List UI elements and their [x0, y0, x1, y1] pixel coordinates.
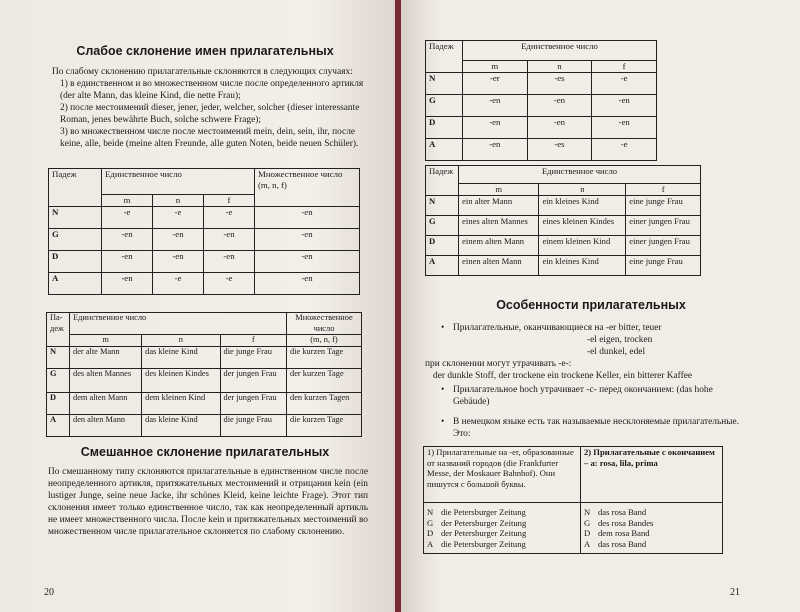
example-cell: der Petersburger Zeitung — [441, 517, 527, 528]
bullet-line-2: -el eigen, trocken — [587, 335, 653, 345]
case-cell: G — [427, 517, 434, 528]
gender-header: m — [459, 184, 539, 196]
gender-header: n — [152, 195, 203, 207]
example-cell: der jungen Frau — [220, 368, 287, 392]
table-header: Множественное число (m, n, f) — [255, 169, 360, 207]
table-header: Единственное число — [102, 169, 255, 195]
ending-cell: -en — [592, 116, 657, 138]
case-cell: D — [426, 235, 459, 255]
weak-declension-title: Слабое склонение имен прилагательных — [76, 44, 334, 58]
table-header: Падеж — [426, 166, 459, 196]
table-header: Единственное число — [463, 41, 657, 61]
case-cell: G — [426, 215, 459, 235]
ending-cell: -er — [463, 72, 528, 94]
example-cell: eines alten Mannes — [459, 215, 539, 235]
gender-header: m — [102, 195, 153, 207]
table-row — [49, 206, 360, 228]
example-cell: das kleine Kind — [142, 414, 220, 436]
gender-header: f — [592, 61, 657, 73]
gender-header: n — [142, 335, 220, 347]
ending-cell: -en — [463, 94, 528, 116]
case-cell: G — [584, 517, 591, 528]
table-row — [49, 228, 360, 250]
ending-cell: -en — [255, 272, 360, 294]
example-cell: einen alten Mann — [459, 255, 539, 275]
bullet-text: В немецком языке есть так называемые несклоняемые прилагательные. Это: — [453, 417, 740, 439]
left-page — [0, 0, 395, 612]
table-row — [47, 346, 362, 368]
bullet-icon: • — [441, 417, 445, 427]
mixed-examples-table — [425, 165, 701, 276]
weak-case-2: 2) после местоимений dieser, jener, jeder, welcher, solcher (dieser interessante Roman, jenes bewährte Buch, solche schwere Frage); — [60, 103, 360, 125]
table-header: 2) Прилагательные с окончанием – а: rosa, lila, prima — [581, 447, 723, 503]
right-page — [401, 0, 800, 612]
gender-header: n — [539, 184, 626, 196]
ending-cell: -en — [203, 250, 254, 272]
bullet-text: Прилагательные, оканчивающиеся на -er bitter, teuer — [453, 323, 662, 333]
ending-cell: -e — [102, 206, 153, 228]
example-cell: des rosa Bandes — [598, 517, 654, 528]
example-cell: das kleine Kind — [142, 346, 220, 368]
ending-cell: -e — [592, 72, 657, 94]
ending-cell: -en — [463, 138, 528, 160]
table-row — [426, 72, 657, 94]
table-row — [47, 392, 362, 414]
ending-cell: -e — [152, 206, 203, 228]
example-cell: das rosa Band — [598, 538, 647, 549]
ending-cell: -en — [255, 206, 360, 228]
ending-cell: -en — [102, 228, 153, 250]
table-row — [426, 195, 701, 215]
bullet-tail: при склонении могут утрачивать -е-: — [425, 359, 572, 369]
ending-cell: -es — [527, 72, 592, 94]
weak-endings-table — [48, 168, 360, 295]
ending-cell: -en — [203, 228, 254, 250]
table-row — [426, 215, 701, 235]
page-number: 20 — [44, 587, 54, 598]
table-header: Падеж — [426, 41, 463, 73]
features-title: Особенности прилагательных — [496, 298, 686, 312]
bullet-text: Прилагательное hoch утрачивает -c- перед окончанием: (das hohe Gebäude) — [453, 385, 713, 407]
table-row — [426, 94, 657, 116]
ending-cell: -e — [203, 272, 254, 294]
ending-cell: -en — [152, 228, 203, 250]
case-cell: N — [584, 507, 591, 517]
example-cell: einer jungen Frau — [626, 215, 701, 235]
indeclinable-table — [423, 446, 723, 554]
case-cell: G — [47, 368, 70, 392]
table-row — [49, 272, 360, 294]
case-cell: N — [426, 72, 463, 94]
example-cell: eine junge Frau — [626, 255, 701, 275]
case-cell: N — [47, 346, 70, 368]
case-cell: N — [426, 195, 459, 215]
table-header: 1) Прилагательные на -er, образованные от названий городов (die Frankfurter Messe, der Moskauer Bahnhof). Они пишутся с большой буквы. — [424, 447, 581, 503]
case-cell: G — [426, 94, 463, 116]
mixed-endings-table — [425, 40, 657, 161]
case-cell: D — [49, 250, 102, 272]
bullet-line-3: -el dunkel, edel — [587, 347, 646, 357]
case-cell: D — [426, 116, 463, 138]
table-row — [424, 503, 723, 554]
ending-cell: -es — [527, 138, 592, 160]
table-row — [426, 116, 657, 138]
plural-genders: (m, n, f) — [287, 335, 362, 347]
ending-cell: -en — [463, 116, 528, 138]
bullet-icon: • — [441, 323, 445, 333]
weak-case-3: 3) во множественном числе после местоимений mein, dein, sein, ihr, после keine, alle, beide (meine alten Freunde, alle guten Noten, beide neuen Schüler). — [60, 127, 359, 149]
case-cell: A — [47, 414, 70, 436]
gender-header: m — [70, 335, 142, 347]
example-cell: des kleinen Kindes — [142, 368, 220, 392]
example-cell: ein kleines Kind — [539, 195, 626, 215]
table-row — [426, 235, 701, 255]
weak-case-1: 1) в единственном и во множественном числе после определенного артикля (der alte Mann, das kleine Kind, die nette Frau); — [60, 79, 364, 101]
gender-header: f — [220, 335, 287, 347]
ending-cell: -en — [102, 272, 153, 294]
example-cell: der alte Mann — [70, 346, 142, 368]
example-cell: der kurzen Tage — [287, 368, 362, 392]
ending-cell: -en — [255, 228, 360, 250]
example-cell: das rosa Band — [598, 507, 647, 517]
table-header: Единственное число — [70, 313, 287, 335]
example-cell: eines kleinen Kindes — [539, 215, 626, 235]
table-row — [47, 414, 362, 436]
ending-cell: -e — [152, 272, 203, 294]
example-cell: dem alten Mann — [70, 392, 142, 414]
example-cell: die kurzen Tage — [287, 414, 362, 436]
gender-header: m — [463, 61, 528, 73]
table-header: Падеж — [49, 169, 102, 207]
example-cell: des alten Mannes — [70, 368, 142, 392]
ending-cell: -en — [592, 94, 657, 116]
example-cell: dem kleinen Kind — [142, 392, 220, 414]
example-cell: die Petersburger Zeitung — [441, 507, 526, 517]
case-cell: D — [427, 528, 434, 538]
case-cell: A — [426, 138, 463, 160]
case-cell: N — [49, 206, 102, 228]
table-header: Множественное число — [287, 313, 362, 335]
table-row — [49, 250, 360, 272]
bullet-icon: • — [441, 385, 445, 395]
bullet-indeclinable — [441, 416, 753, 440]
example-cell: der Petersburger Zeitung — [441, 528, 527, 538]
ending-cell: -en — [152, 250, 203, 272]
ending-cell: -en — [527, 94, 592, 116]
example-cell: einem kleinen Kind — [539, 235, 626, 255]
case-cell: A — [49, 272, 102, 294]
mixed-declension-title: Смешанное склонение прилагательных — [80, 445, 330, 459]
table-header: Единственное число — [459, 166, 701, 184]
bullet-hoch — [441, 384, 733, 408]
case-cell: A — [584, 538, 591, 549]
case-cell: A — [426, 255, 459, 275]
gender-header: f — [203, 195, 254, 207]
table-row — [426, 138, 657, 160]
weak-examples-table — [46, 312, 362, 437]
bullet-er-el — [441, 322, 773, 334]
ending-cell: -en — [527, 116, 592, 138]
page-number: 21 — [730, 587, 740, 598]
ending-cell: -e — [592, 138, 657, 160]
example-cell: ein kleines Kind — [539, 255, 626, 275]
example-cell: dem rosa Band — [598, 528, 650, 538]
example-cell: einer jungen Frau — [626, 235, 701, 255]
example-cell: die Petersburger Zeitung — [441, 538, 526, 549]
case-cell: D — [47, 392, 70, 414]
table-header: Па-деж — [47, 313, 70, 347]
example-cell: die junge Frau — [220, 414, 287, 436]
example-cell: den alten Mann — [70, 414, 142, 436]
weak-intro: По слабому склонению прилагательные склоняются в следующих случаях: — [52, 67, 353, 77]
ending-cell: -e — [203, 206, 254, 228]
example-cell: eine junge Frau — [626, 195, 701, 215]
case-cell: D — [584, 528, 591, 538]
mixed-text: По смешанному типу склоняются прилагательные в единственном числе после неопределенного артикля, притяжательных местоимений и отрицания kein (ein lustiger Junge, seine neue Jacke, ihr schönes Kleid, keine leichte Frage). Этот тип склонения имеет только единственное число, так как неопределенный артикль не имеет множественного числа. После kein и притяжательных местоимений во множественном числе прилагательное склоняется по слабому склонению. — [48, 467, 368, 537]
ending-cell: -en — [255, 250, 360, 272]
case-cell: G — [49, 228, 102, 250]
gender-header: f — [626, 184, 701, 196]
example-cell: der jungen Frau — [220, 392, 287, 414]
example-cell: den kurzen Tagen — [287, 392, 362, 414]
example-cell: einem alten Mann — [459, 235, 539, 255]
bullet-example: der dunkle Stoff, der trockene ein trockene Keller, ein bitterer Kaffee — [433, 371, 693, 381]
table-row — [426, 255, 701, 275]
gender-header: n — [527, 61, 592, 73]
ending-cell: -en — [102, 250, 153, 272]
table-row — [47, 368, 362, 392]
example-cell: die junge Frau — [220, 346, 287, 368]
example-cell: die kurzen Tage — [287, 346, 362, 368]
case-cell: A — [427, 538, 434, 549]
example-cell: ein alter Mann — [459, 195, 539, 215]
case-cell: N — [427, 507, 434, 517]
